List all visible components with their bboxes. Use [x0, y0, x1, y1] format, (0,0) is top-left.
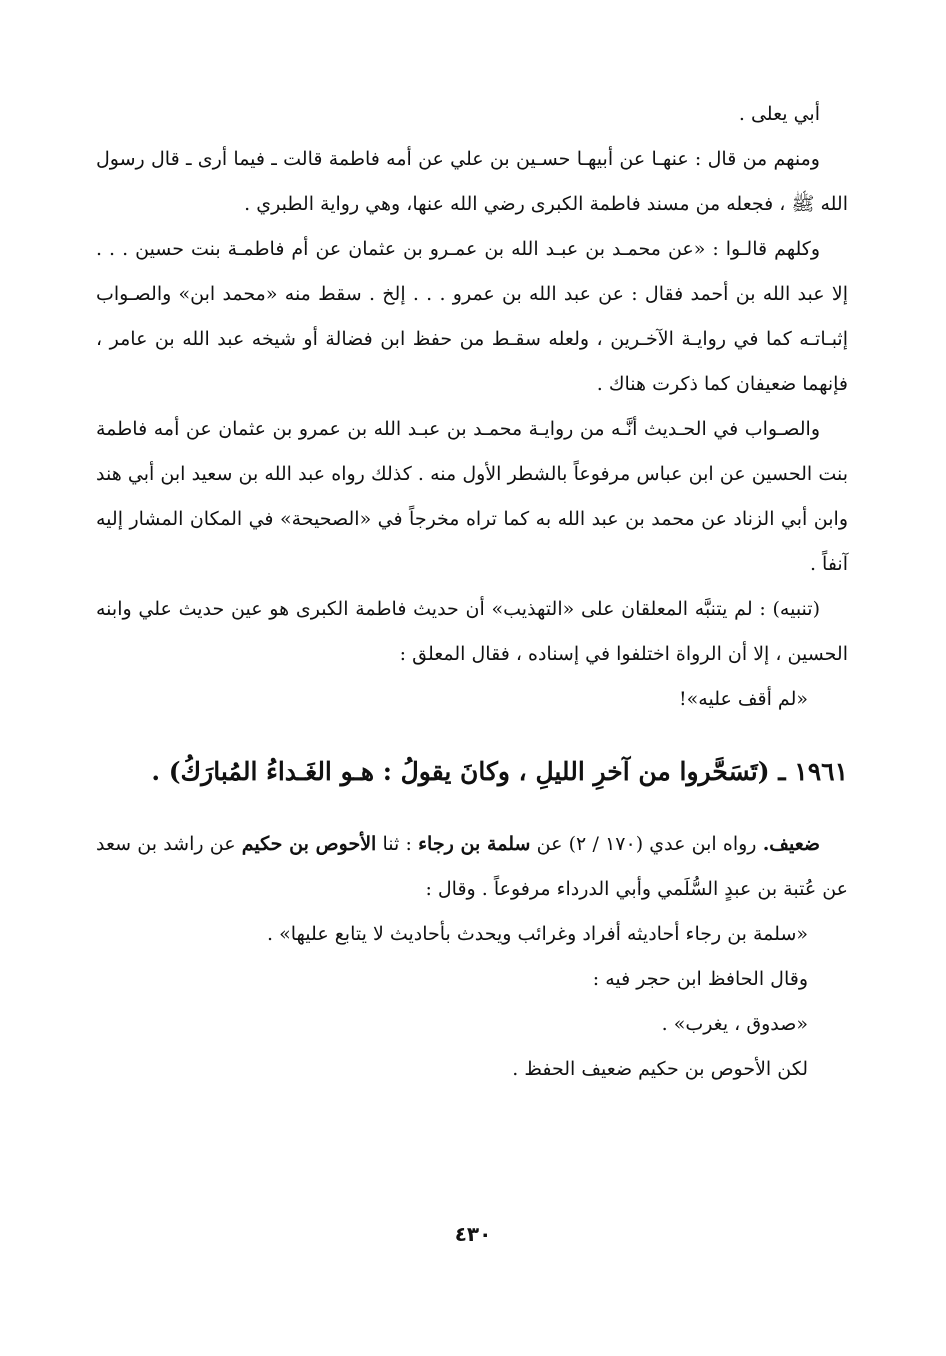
page-number: ٤٣٠ — [454, 1222, 492, 1246]
quote-not-found: «لم أقف عليه»! — [679, 688, 808, 710]
ibn-hajar-line: وقال الحافظ ابن حجر فيه : — [592, 968, 808, 990]
grading-paragraph — [96, 822, 848, 912]
narrator-name-1: سلمة بن رجاء — [418, 833, 531, 855]
conclusion-line: لكن الأحوص بن حكيم ضعيف الحفظ . — [512, 1058, 808, 1080]
grading-text-2: : ثنا — [376, 833, 419, 855]
paragraph-2: ومنهم من قال : عنهـا عن أبيهـا حسـين بن علي عن أمه فاطمة قالت ـ فيما أرى ـ قال رسول الله ﷺ ، فجعله من مسند فاطمة الكبرى رضي الله عنها، وهي رواية الطبري . — [96, 148, 848, 215]
hadith-title: ١٩٦١ ـ (تَسَحَّروا من آخرِ الليلِ ، وكانَ يقولُ : هـو الغَـداءُ المُبارَكُ) . — [151, 757, 848, 786]
narrator-name-2: الأحوص بن حكيم — [241, 833, 377, 855]
page-body — [96, 92, 848, 1092]
grading-text-3: عن راشد بن سعد عن عُتبة بن عبدٍ السُّلَمي وأبي الدرداء مرفوعاً . وقال : — [96, 833, 848, 900]
paragraph-3: وكلهم قالـوا : «عن محمـد بن عبـد الله بن عمـرو بن عثمان عن أم فاطمـة بنت حسين . . . إلا عبد الله بن أحمد فقال : عن عبد الله بن عمرو . . . إلخ . سقط منه «محمد ابن» والصـواب إثبـاتـه كما في روايـة الآخـرين ، ولعله سقـط من حفظ ابن فضالة أو شيخه عبد الله بن عامر ، فإنهما ضعيفان كما ذكرت هناك . — [96, 238, 848, 395]
grading-label: ضعيف. — [762, 833, 821, 855]
quote-ibn-hajar: «صدوق ، يغرب» . — [661, 1013, 808, 1035]
paragraph-1: أبي يعلى . — [738, 103, 820, 125]
grading-text-1: رواه ابن عدي (١٧٠ / ٢) عن — [530, 833, 763, 855]
paragraph-4: والصـواب في الحـديث أنَّـه من روايـة محمـد بن عبـد الله بن عمرو بن عثمان عن أمه فاطمة بنت الحسين عن ابن عباس مرفوعاً بالشطر الأول منه . كذلك رواه عبد الله بن سعيد ابن أبي هند وابن أبي الزناد عن محمد بن عبد الله به كما تراه مخرجاً في «الصحيحة» في المكان المشار إليه آنفاً . — [96, 418, 848, 575]
note-paragraph: (تنبيه) : لم يتنبَّه المعلقان على «التهذيب» أن حديث فاطمة الكبرى هو عين حديث علي وابنه الحسين ، إلا أن الرواة اختلفوا في إسناده ، فقال المعلق : — [96, 598, 848, 665]
quote-ibn-adi: «سلمة بن رجاء أحاديثه أفراد وغرائب ويحدث بأحاديث لا يتابع عليها» . — [267, 923, 808, 945]
